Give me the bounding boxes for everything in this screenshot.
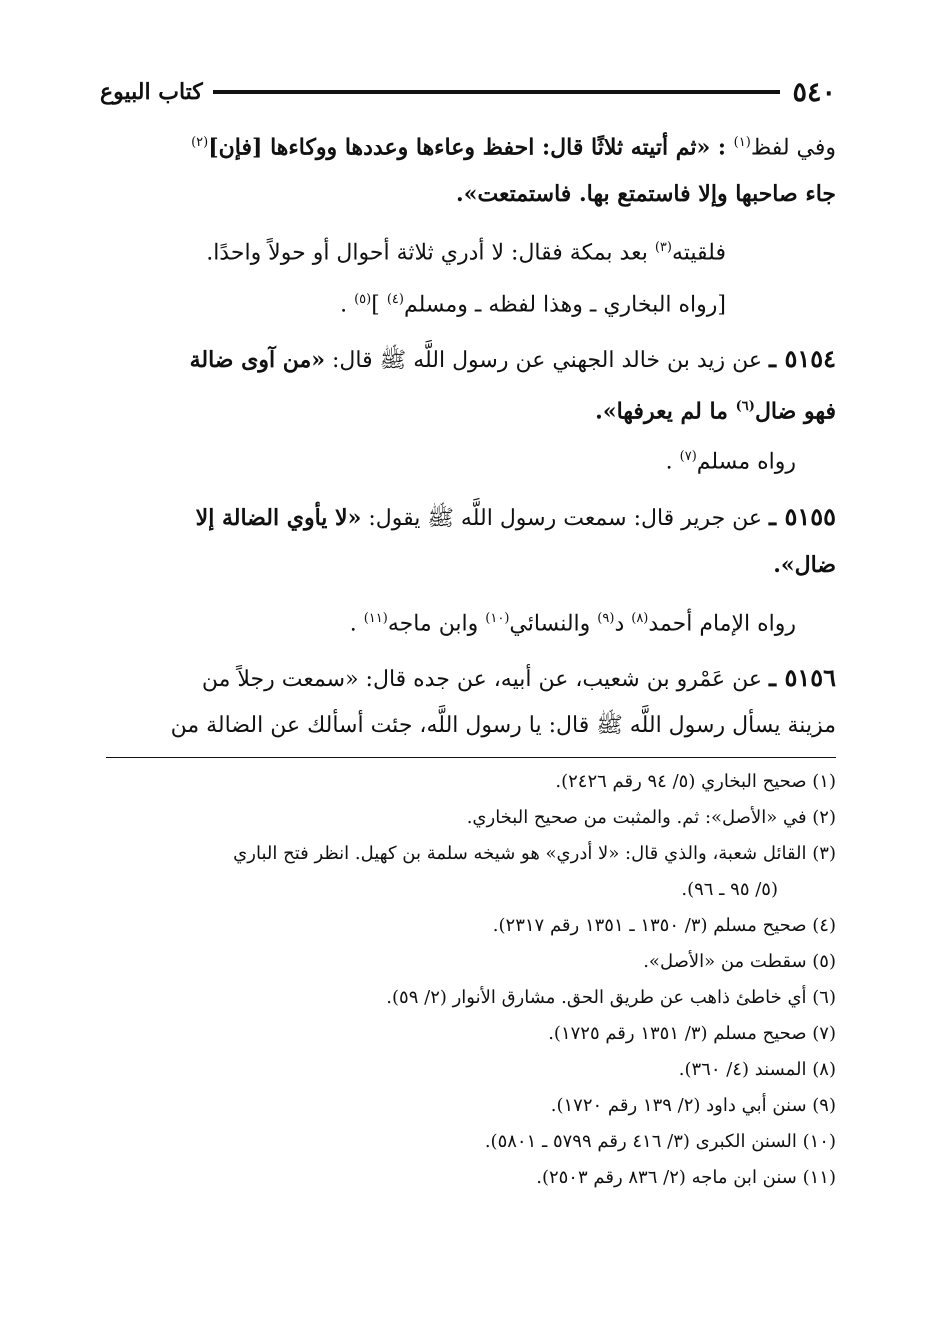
text-line-12: مزينة يسأل رسول اللَّه ﷺ قال: يا رسول اللَّه، جئت أسألك عن الضالة من	[170, 712, 836, 738]
footnote: (١) صحيح البخاري (٥/ ٩٤ رقم ٢٤٢٦).	[555, 770, 836, 792]
hadith-5156: ٥١٥٦ ـ عن عَمْرو بن شعيب، عن أبيه، عن جده قال: «سمعت رجلاً من	[201, 662, 836, 692]
hadith-number: ٥١٥٤ ـ	[769, 343, 836, 373]
footnote: (٥) سقطت من «الأصل».	[643, 950, 836, 972]
footnote-separator	[106, 757, 836, 758]
text-line-10: رواه الإمام أحمد$^{(٨)}$ د$^{(٩)}$ والنسائي$^{(١٠)}$ وابن ماجه$^{(١١)}$ .	[349, 610, 796, 636]
footnote: (٨) المسند (٤/ ٣٦٠).	[678, 1058, 836, 1080]
footnote: (٦) أي خاطئ ذاهب عن طريق الحق. مشارق الأنوار (٢/ ٥٩).	[386, 986, 836, 1008]
footnote: (١١) سنن ابن ماجه (٢/ ٨٣٦ رقم ٢٥٠٣).	[536, 1166, 836, 1188]
hadith-number: ٥١٥٦ ـ	[769, 662, 836, 692]
hadith-5155: ٥١٥٥ ـ عن جرير قال: سمعت رسول اللَّه ﷺ يقول: «لا يأوي الضالة إلا	[195, 501, 836, 531]
footnotes	[100, 764, 836, 1196]
footnote-ref: (٩)	[597, 610, 615, 626]
text-line-3: فلقيته$^{(٣)}$ بعد بمكة فقال: لا أدري ثلاثة أحوال أو حولاً واحدًا.	[206, 240, 726, 266]
hadith-number: ٥١٥٥ ـ	[769, 501, 836, 531]
text-line-7: رواه مسلم$^{(٧)}$ .	[665, 449, 796, 475]
footnote-ref: (٣)	[654, 240, 672, 256]
footnote: (٢) في «الأصل»: ثم. والمثبت من صحيح البخاري.	[466, 806, 836, 828]
page-number: ٥٤٠	[792, 76, 836, 108]
footnote-ref: (١)	[733, 135, 751, 150]
text-line-1: وفي لفظ$^{(١)}$ : «ثم أتيته ثلاثًا قال: احفظ وعاءها وعددها ووكاءها [فإن]$^{(٢)}$	[191, 134, 836, 161]
footnote: (٧) صحيح مسلم (٣/ ١٣٥١ رقم ١٧٢٥).	[548, 1022, 836, 1044]
header-rule	[213, 90, 781, 94]
footnote-ref: (٥)	[354, 291, 372, 307]
footnote-ref: (٦)	[735, 398, 755, 414]
text-line-2: جاء صاحبها وإلا فاستمتع بها. فاستمتعت».	[456, 181, 836, 208]
hadith-5154: ٥١٥٤ ـ عن زيد بن خالد الجهني عن رسول اللَّه ﷺ قال: «من آوى ضالة	[189, 343, 836, 373]
book-title: كتاب البيوع	[100, 79, 203, 105]
text-line-4: [رواه البخاري ـ وهذا لفظه ـ ومسلم$^{(٤)}$ ]$^{(٥)}$ .	[340, 291, 726, 317]
footnote-ref: (٢)	[191, 135, 209, 150]
footnote: (١٠) السنن الكبرى (٣/ ٤١٦ رقم ٥٧٩٩ ـ ٥٨٠١).	[484, 1130, 836, 1152]
footnote-ref: (٧)	[679, 449, 697, 465]
footnote-continuation: (٥/ ٩٥ ـ ٩٦).	[681, 878, 778, 900]
text-line-6: فهو ضال$^{(٦)}$ ما لم يعرفها».	[595, 398, 836, 425]
footnote-ref: (١٠)	[485, 610, 510, 626]
document-page	[100, 70, 836, 1196]
footnote-ref: (٤)	[386, 291, 404, 307]
footnote-ref: (٨)	[631, 610, 649, 626]
footnote: (٩) سنن أبي داود (٢/ ١٣٩ رقم ١٧٢٠).	[550, 1094, 836, 1116]
footnote-ref: (١١)	[363, 610, 388, 626]
running-header	[100, 70, 836, 114]
text-line-9: ضال».	[773, 551, 836, 578]
footnote: (٤) صحيح مسلم (٣/ ١٣٥٠ ـ ١٣٥١ رقم ٢٣١٧).	[492, 914, 836, 936]
footnote: (٣) القائل شعبة، والذي قال: «لا أدري» هو شيخه سلمة بن كهيل. انظر فتح الباري	[233, 842, 836, 864]
